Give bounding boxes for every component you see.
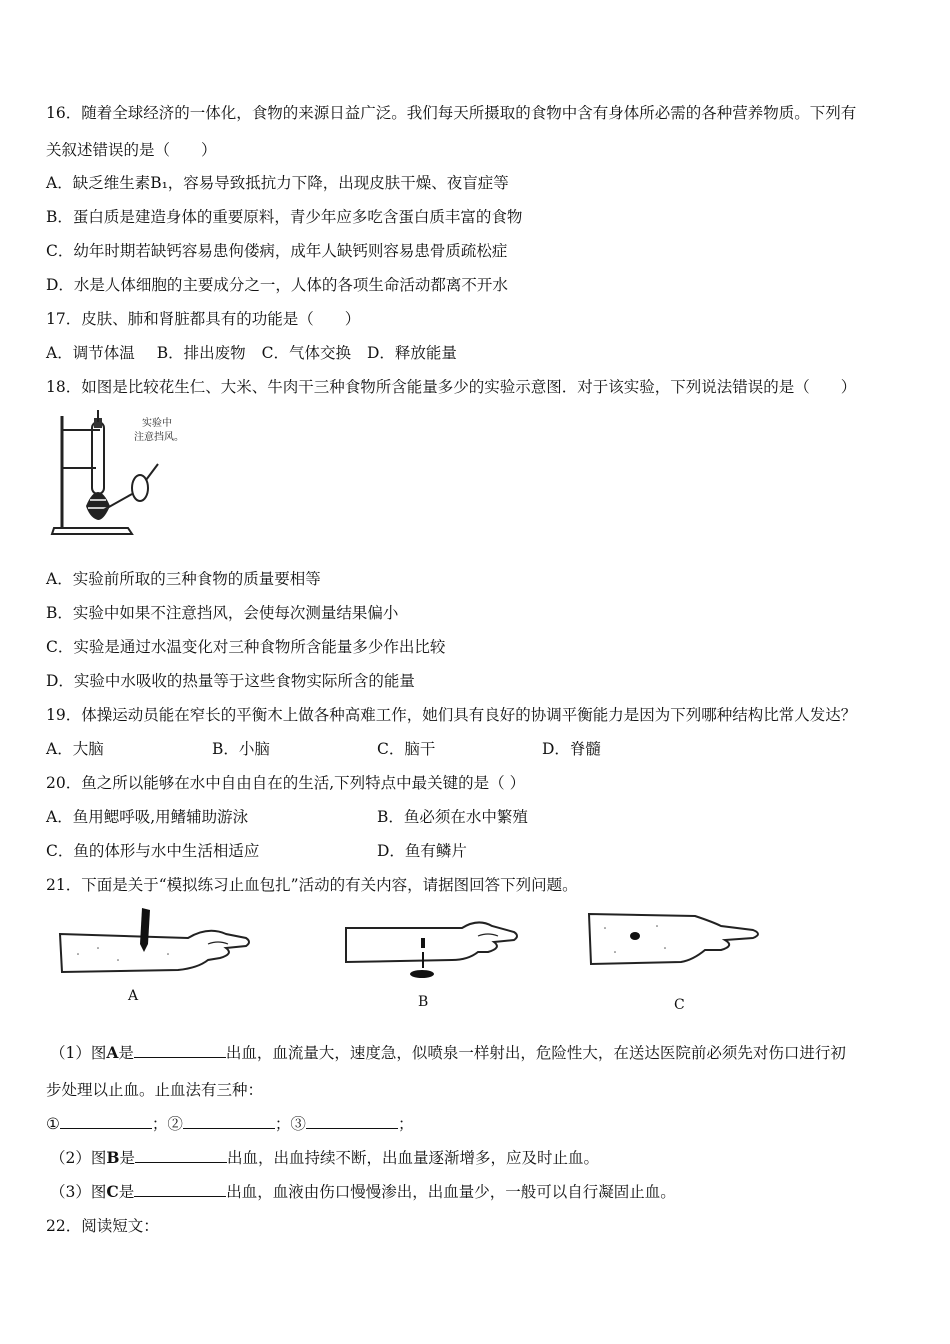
figure-c-label: C xyxy=(674,997,685,1013)
q21-part1-line1: （1）图A是 出血，血流量大，速度急，似喷泉一样射出，危险性大，在送达医院前必须先对伤口进行初 xyxy=(50,1043,846,1062)
q16-option-c: C．幼年时期若缺钙容易患佝偻病，成年人缺钙则容易患骨质疏松症 xyxy=(46,242,508,260)
q20-option-c: C．鱼的体形与水中生活相适应 xyxy=(46,842,260,860)
q19-option-b: B．小脑 xyxy=(212,740,270,758)
q17-option-b: B．排出废物 xyxy=(156,344,246,362)
answer-blank-2[interactable] xyxy=(135,1148,227,1163)
answer-blank-3[interactable] xyxy=(134,1182,226,1197)
q18-stem: 18．如图是比较花生仁、大米、牛肉干三种食物所含能量多少的实验示意图．对于该实验，下列说法错误的是（ ） xyxy=(46,378,857,396)
q17-stem: 17．皮肤、肺和肾脏都具有的功能是（ ） xyxy=(46,310,361,328)
q20-option-d: D．鱼有鳞片 xyxy=(377,842,467,860)
q18-option-a: A．实验前所取的三种食物的质量要相等 xyxy=(46,570,321,588)
q21-stem: 21．下面是关于“模拟练习止血包扎”活动的有关内容，请据图回答下列问题。 xyxy=(46,876,578,894)
q19-option-c: C．脑干 xyxy=(377,740,436,758)
figure-note-line1: 实验中 xyxy=(142,418,172,429)
q19-stem: 19．体操运动员能在窄长的平衡木上做各种高难工作，她们具有良好的协调平衡能力是因为下列哪种结构比常人发达？ xyxy=(46,706,857,724)
q21-part1-line2: 步处理以止血。止血法有三种： xyxy=(46,1081,264,1099)
figure-note-line2: 注意挡风。 xyxy=(134,432,184,443)
q20-option-b: B．鱼必须在水中繁殖 xyxy=(377,808,528,826)
q19-option-d: D．脊髓 xyxy=(542,740,601,758)
q18-option-d: D．实验中水吸收的热量等于这些食物实际所含的能量 xyxy=(46,672,415,690)
q20-option-a: A．鱼用鳃呼吸,用鳍辅助游泳 xyxy=(46,808,249,826)
q21-part2: （2）图B是 出血，出血持续不断，出血量逐渐增多，应及时止血。 xyxy=(50,1148,600,1167)
q17-option-d: D．释放能量 xyxy=(366,344,457,362)
q21-methods-line: ① ；② ；③ ； xyxy=(46,1115,414,1133)
q16-option-a: A．缺乏维生素B₁，容易导致抵抗力下降，出现皮肤干燥、夜盲症等 xyxy=(46,174,509,192)
answer-blank-method1[interactable] xyxy=(60,1114,152,1129)
q16-stem-line2: 关叙述错误的是（ ） xyxy=(46,141,217,159)
q19-option-a: A．大脑 xyxy=(46,740,104,758)
calorimeter-figure xyxy=(46,408,216,540)
q17-option-c: C．气体交换 xyxy=(261,344,351,362)
arm-figure-c xyxy=(585,908,765,978)
q16-option-b: B．蛋白质是建造身体的重要原料，青少年应多吃含蛋白质丰富的食物 xyxy=(46,208,523,226)
q16-stem-line1: 16．随着全球经济的一体化，食物的来源日益广泛。我们每天所摄取的食物中含有身体所必需的各种营养物质。下列有 xyxy=(46,104,857,122)
q18-option-c: C．实验是通过水温变化对三种食物所含能量多少作出比较 xyxy=(46,638,446,656)
q20-stem: 20．鱼之所以能够在水中自由自在的生活,下列特点中最关键的是（ ） xyxy=(46,774,526,792)
answer-blank-method2[interactable] xyxy=(183,1114,275,1129)
q18-option-b: B．实验中如果不注意挡风，会使每次测量结果偏小 xyxy=(46,604,399,622)
q17-option-a: A．调节体温 xyxy=(46,344,135,362)
arm-figure-b xyxy=(342,908,522,988)
answer-blank-1[interactable] xyxy=(134,1043,226,1058)
q17-options xyxy=(46,343,457,363)
answer-blank-method3[interactable] xyxy=(306,1114,398,1129)
figure-a-label: A xyxy=(128,988,139,1004)
q16-option-d: D．水是人体细胞的主要成分之一，人体的各项生命活动都离不开水 xyxy=(46,276,508,294)
q22-stem: 22．阅读短文： xyxy=(46,1217,159,1235)
q21-part3: （3）图C是 出血，血液由伤口慢慢渗出，出血量少，一般可以自行凝固止血。 xyxy=(50,1182,676,1201)
figure-b-label: B xyxy=(418,994,429,1010)
arm-figure-a xyxy=(58,904,258,984)
